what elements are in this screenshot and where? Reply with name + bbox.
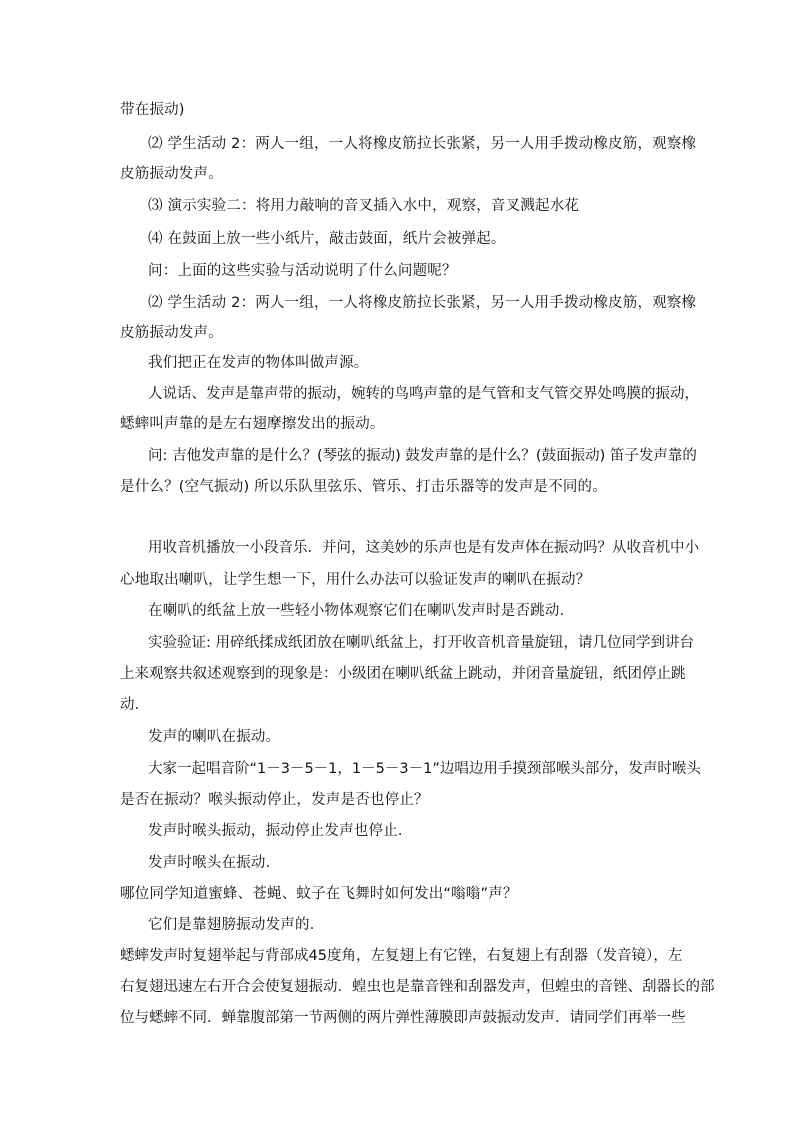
text-line-1: 带在振动) bbox=[120, 102, 185, 118]
text-line-5: ⑷ 在鼓面上放一些小纸片，敲击鼓面，纸片会被弹起。 bbox=[148, 231, 506, 247]
text-line-18: 上来观察共叙述观察到的现象是：小级团在喇叭纸盆上跳动，并闭音量旋钮，纸团停止跳 bbox=[120, 666, 686, 682]
text-line-24: 发声时喉头在振动． bbox=[148, 855, 281, 871]
text-line-12: 问: 吉他发声靠的是什么？(琴弦的振动) 鼓发声靠的是什么？(鼓面振动) 笛子发声靠的 bbox=[148, 448, 697, 464]
text-line-27: 蟋蟀发声时复翅举起与背部成45度角，左复翅上有它锉，右复翅上有刮器（发音镜），左 bbox=[120, 948, 683, 964]
text-line-16: 在喇叭的纸盆上放一些轻小物体观察它们在喇叭发声时是否跳动． bbox=[148, 603, 575, 619]
text-line-22: 是否在振动？喉头振动停止，发声是否也停止？ bbox=[120, 792, 429, 808]
text-line-25: 哪位同学知道蜜蜂、苍蝇、蚊子在飞舞时如何发出“嗡嗡”声？ bbox=[120, 886, 518, 902]
text-line-8: 皮筋振动发声。 bbox=[120, 325, 223, 341]
text-line-6: 问：上面的这些实验与活动说明了什么问题呢？ bbox=[148, 263, 457, 279]
text-line-29: 位与蟋蟀不同．蝉靠腹部第一节两侧的两片弹性薄膜即声鼓振动发声．请同学们再举一些 bbox=[120, 1010, 686, 1026]
text-line-7: ⑵ 学生活动 2：两人一组，一人将橡皮筋拉长张紧，另一人用手拨动橡皮筋，观察橡 bbox=[148, 295, 697, 311]
text-line-23: 发声时喉头振动，振动停止发声也停止． bbox=[148, 823, 413, 839]
text-line-3: 皮筋振动发声。 bbox=[120, 166, 223, 182]
text-line-17: 实验验证: 用碎纸揉成纸团放在喇叭纸盆上，打开收音机音量旋钮，请几位同学到讲台 bbox=[148, 635, 694, 651]
text-line-11: 蟋蟀叫声靠的是左右翅摩擦发出的振动。 bbox=[120, 416, 385, 432]
text-line-13: 是什么？(空气振动) 所以乐队里弦乐、管乐、打击乐器等的发声是不同的。 bbox=[120, 479, 607, 495]
text-line-4: ⑶ 演示实验二：将用力敲响的音叉插入水中，观察，音叉溅起水花 bbox=[148, 198, 580, 214]
text-line-14: 用收音机播放一小段音乐．并问，这美妙的乐声也是有发声体在振动吗？从收音机中小 bbox=[148, 540, 699, 556]
text-line-15: 心地取出喇叭，让学生想一下，用什么办法可以验证发声的喇叭在振动？ bbox=[120, 572, 591, 588]
text-line-26: 它们是靠翅膀振动发声的． bbox=[148, 917, 325, 933]
text-line-2: ⑵ 学生活动 2：两人一组，一人将橡皮筋拉长张紧，另一人用手拨动橡皮筋，观察橡 bbox=[148, 136, 697, 152]
text-line-9: 我们把正在发声的物体叫做声源。 bbox=[148, 355, 369, 371]
text-line-28: 右复翅迅速左右开合会使复翅振动．蝗虫也是靠音锉和刮器发声，但蝗虫的音锉、刮器长的部 bbox=[120, 979, 715, 995]
text-line-19: 动． bbox=[120, 697, 150, 713]
text-line-21: 大家一起唱音阶“1－3－5－1，1－5－3－1”边唱边用手摸颈部喉头部分，发声时喉头 bbox=[148, 761, 701, 777]
text-line-20: 发声的喇叭在振动。 bbox=[148, 729, 281, 745]
text-line-10: 人说话、发声是靠声带的振动，婉转的鸟鸣声靠的是气管和支气管交界处鸣膜的振动， bbox=[148, 386, 699, 402]
